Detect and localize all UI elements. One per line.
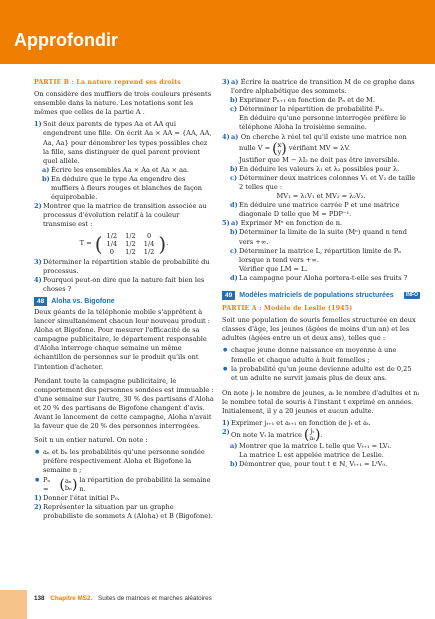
question-5b: b) Déterminer la limite de la suite (Mⁿ) quand n tend vers +∞. xyxy=(230,228,407,246)
exercise-49-heading xyxy=(222,291,420,300)
question-5d: d) La campagne pour Aloha portera-t-elle ses fruits ? xyxy=(230,273,408,282)
footer-tab xyxy=(0,590,27,619)
question-4a-followup: Justifier que M − λI₂ ne doit pas être inversible. xyxy=(239,155,400,164)
part-a-title: PARTIE A : Modèle de Leslie (1945) xyxy=(222,305,353,313)
exercise-title: Aloha vs. Bigofone xyxy=(51,297,115,305)
exercise-48-question-1: 1) Donner l'état initial P₀. xyxy=(34,493,120,502)
exercise-48-paragraph-3: Soit n un entier naturel. On note : xyxy=(34,436,148,445)
intro-text: On considère des muffiers de trois couleurs présents ensemble dans la nature. Les notations sont les mêmes que celles de la partie A . xyxy=(34,90,212,117)
question-2: 2) Montrer que la matrice de transition associée au processus d'évolution relatif à la couleur transmise est : xyxy=(34,202,207,229)
exercise-number: 48 xyxy=(34,297,47,306)
question-1: 1) Soit deux parents de types Aa et AA qui engendrent une fille. On écrit Aa × AA = {AA, AA, Aa, Aa} pour dénombrer les types possibles chez la fille, sans distinguer de quel parent provient quel allèle. xyxy=(34,120,212,165)
exercise-48-heading xyxy=(34,297,214,306)
exercise-title: Modèles matriciels de populations structurées xyxy=(239,291,394,299)
chapter-label: Chapitre MS2. xyxy=(50,595,93,602)
question-5a: 5) a) Exprimer Mⁿ en fonction de n. xyxy=(222,219,343,228)
bullet-an-bn: ● aₙ et bₙ les probabilités qu'une personne sondée préfère respectivement Aloha et Bigofone la semaine n ; xyxy=(34,448,214,475)
exercise-49-question-2: 2) On note Vₜ la matrice ( jₜ aₜ ) . xyxy=(222,427,323,444)
question-4b: b) En déduire les valeurs λ₁ et λ₂ possibles pour λ. xyxy=(230,164,400,173)
question-4d: d) En déduire une matrice carrée P et une matrice diagonale D telle que M = PDP⁻¹. xyxy=(230,201,400,219)
question-5c: c) Déterminer la matrice L, répartition limite de Pₙ lorsque n tend vers +∞. xyxy=(230,246,402,264)
page-footer xyxy=(0,590,435,619)
bullet-births: ● chaque jeune donne naissance en moyenne à une femelle et chaque adulte à huit femelles ; xyxy=(222,346,420,364)
matrix-v: nulle V = ( x y ) vérifiant MV = λV. xyxy=(239,140,351,157)
exercise-49-question-2a: a) Montrer que la matrice L telle que Vₜ₊₁ = LVₜ. xyxy=(230,442,392,451)
question-3c: c) Déterminer la répartition de probabilité P₃. xyxy=(230,105,385,114)
page-number: 138 xyxy=(34,595,45,602)
exercise-49-question-2a-followup: La matrice L est appelée matrice de Leslie. xyxy=(239,451,384,460)
left-column xyxy=(34,78,214,521)
part-b-title: PARTIE B : La nature reprend ses droits xyxy=(34,79,181,86)
question-4c-equation: MV₁ = λ₁V₁ et MV₂ = λ₂V₂. xyxy=(276,192,366,201)
exercise-48-paragraph-2: Pendant toute la campagne publicitaire, le comportement des personnes sondées est immuable : d'une semaine sur l'autre, 30 % des partisans d'Aloha et 20 % des partisans de Bigofone changent d'avis. Avant le lancement de cette campagne, Aloha n'avait la faveur que de 20 % des personnes interrogées. xyxy=(34,376,214,431)
exercise-48-paragraph-1: Deux géants de la téléphonie mobile s'apprêtent à lancer simultanément chacun leur nouveau produit : Aloha et Bigofone. Pour mesurer l'efficacité de sa campagne publicitaire, le département responsable d'Aloha interroge chaque semaine un même échantillon de personnes sur le produit qu'ils ont l'intention d'acheter. xyxy=(34,307,211,371)
right-column xyxy=(222,78,420,469)
info-badge: INFO xyxy=(406,292,418,299)
exercise-49-question-2b: b) Démontrer que, pour tout t ∈ ℕ, Vₜ₊₁ = LᵗV₀. xyxy=(230,460,388,469)
bullet-pn: ● Pₙ = ( aₙ bₙ ) la répartition de probabilité la semaine n. xyxy=(34,476,214,494)
chapter-subtitle: Suites de matrices et marches aléatoires xyxy=(98,595,212,602)
question-3b: b) Exprimer Pₙ₊₁ en fonction de Pₙ et de M. xyxy=(230,96,375,105)
question-3a: 3) a) Écrire la matrice de transition M de ce graphe dans l'ordre alphabétique des sommets. xyxy=(222,78,415,96)
bullet-survival: ● la probabilité qu'un jeune devienne adulte est de 0,25 et un adulte ne survit jamais plus de deux ans. xyxy=(222,365,420,383)
exercise-49-paragraph-1: Soit une population de souris femelles structurée en deux classes d'âge, les jeunes (âgées de moins d'un an) et les adultes (âgées entre un et deux ans), telles que : xyxy=(222,316,416,343)
question-4a: 4) a) On cherche λ réel tel qu'il existe une matrice non xyxy=(222,132,407,141)
question-4c: c) Déterminer deux matrices colonnes V₁ et V₂ de taille 2 telles que : xyxy=(230,173,416,191)
question-4: 4) Pourquoi peut-on dire que la nature fait bien les choses ? xyxy=(34,275,205,293)
exercise-49-paragraph-2: On note jₜ le nombre de jeunes, aₜ le nombre d'adultes et nₜ le nombre total de souris à l'instant t exprimé en années. Initialement, il y a 20 jeunes et aucun adulte. xyxy=(222,388,420,415)
question-5c-followup: Vérifier que LM = L. xyxy=(239,264,308,273)
exercise-number: 49 xyxy=(222,291,235,300)
question-3c-followup: En déduire qu'une personne interrogée préfère le téléphone Aloha la troisième semaine. xyxy=(239,114,406,132)
exercise-48-question-2: 2) Représenter la situation par un graphe probabiliste de sommets A (Aloha) et B (Bigofone). xyxy=(34,502,213,520)
exercise-49-question-1: 1) Exprimer jₜ₊₁ et aₜ₊₁ en fonction de jₜ et aₜ. xyxy=(222,419,371,428)
question-1b: b) En déduire que le type Aa engendre des muffiers à fleurs rouges et blanches de façon équiprobable. xyxy=(42,174,202,202)
question-1a: a) Écrire les ensembles Aa × Aa et Aa × aa. xyxy=(42,165,190,174)
footer-text xyxy=(34,595,212,602)
question-3: 3) Déterminer la répartition stable de probabilité du processus. xyxy=(34,257,210,275)
page-title: Approfondir xyxy=(14,30,118,50)
matrix-t: T = ( 1/2 1/2 0 1/4 1/2 1/4 0 1/2 1/2 ) . xyxy=(79,231,169,256)
